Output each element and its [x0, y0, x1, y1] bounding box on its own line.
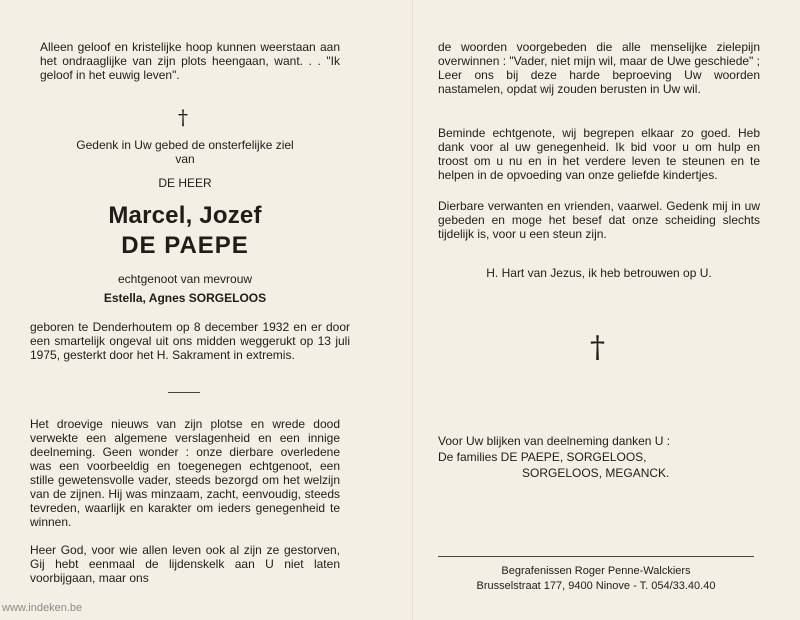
ornate-cross-icon: † — [590, 330, 605, 365]
farewell-text: Dierbare verwanten en vrienden, vaarwel. Gedenk mij in uw gebeden en moge het besef dat onze scheiding slechts tijdelijk is, voor u een steun zijn. — [438, 199, 760, 241]
spouse-name: Estella, Agnes SORGELOOS — [103, 291, 267, 305]
gedenk-line: Gedenk in Uw gebed de onsterfelijke ziel — [76, 138, 294, 152]
news-paragraph: Het droevige nieuws van zijn plotse en wrede dood verwekte een algemene verslagenheid en een innige deelneming. Geen wonder : onze dierbare overledene was een voorbeeldig en toegenegen echtgenoot, een stille gewetensvolle vader, steeds bezorgd om het welzijn van de zijnen. Hij was minzaam, zacht, eenvoudig, steeds tevreden, waarlijk en karakter om ieders genegenheid te winnen. — [30, 417, 340, 529]
surname: DE PAEPE — [121, 232, 249, 259]
sacred-heart-line: H. Hart van Jezus, ik heb betrouwen op U. — [486, 266, 712, 280]
intro-text: Alleen geloof en kristelijke hoop kunnen weerstaan aan het ondraaglijke van zijn plots heengaan, want. . . "Ik geloof in het euwig leven". — [40, 40, 340, 82]
biography: geboren te Denderhoutem op 8 december 1932 en er door een smartelijk ongeval uit ons midden weggerukt op 13 juli 1975, gesterkt door het H. Sakrament in extremis. — [30, 320, 350, 362]
undertaker-name: Begrafenissen Roger Penne-Walckiers — [501, 565, 691, 577]
watermark: www.indeken.be — [2, 602, 83, 614]
prayer-paragraph: Heer God, voor wie allen leven ook al zijn ze gestorven, Gij hebt eenmaal de lijdenskelk aan U niet laten voorbijgaan, maar ons — [30, 543, 340, 585]
divider — [168, 392, 200, 393]
undertaker-address: Brusselstraat 177, 9400 Ninove - T. 054/33.40.40 — [476, 580, 716, 592]
spouse-line: echtgenoot van mevrouw — [117, 272, 253, 286]
van-line: van — [175, 152, 195, 166]
spouse-message: Beminde echtgenote, wij begrepen elkaar zo goed. Heb dank voor al uw genegenheid. Ik bid voor u om hulp en troost om u nu en in het verdere leven te steunen en te helpen in de opvoeding van onze geliefde kindertjes. — [438, 126, 760, 182]
families-line-2: SORGELOOS, MEGANCK. — [522, 466, 670, 480]
fold-line — [412, 0, 413, 620]
title-line: DE HEER — [158, 176, 212, 190]
thanks-line: Voor Uw blijken van deelneming danken U : — [438, 434, 671, 448]
cross-icon: † — [178, 105, 188, 129]
first-names: Marcel, Jozef — [108, 202, 262, 229]
footer-rule — [438, 556, 754, 557]
families-line-1: De families DE PAEPE, SORGELOOS, — [438, 450, 647, 464]
continuation-text: de woorden voorgebeden die alle menselijke zielepijn overwinnen : "Vader, niet mijn wil, maar de Uwe geschiede" ; Leer ons bij deze harde beproeving Uw woorden nastamelen, opdat wij zouden berusten in Uw wil. — [438, 40, 760, 96]
